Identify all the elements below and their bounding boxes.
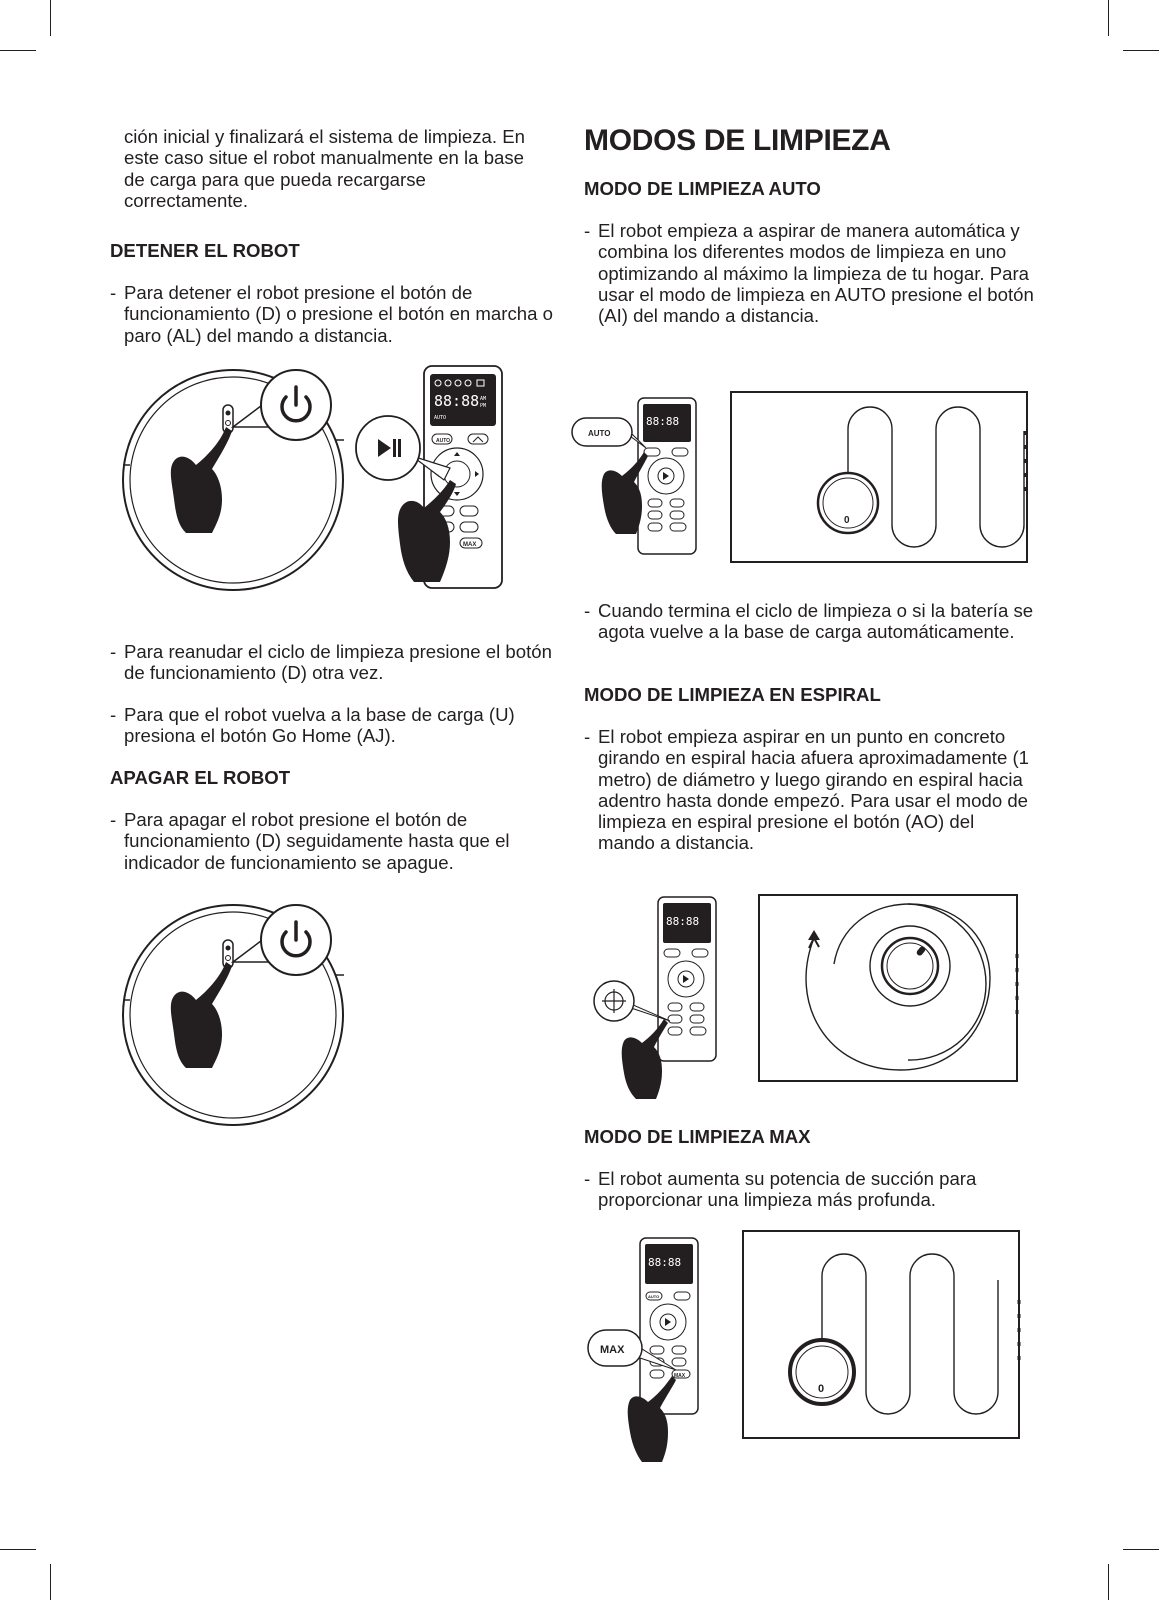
power-off-heading: APAGAR EL ROBOT bbox=[110, 767, 291, 788]
svg-text:MAX: MAX bbox=[463, 542, 477, 548]
bullet-text: El robot aumenta su potencia de succión para proporcionar una limpieza más profunda. bbox=[598, 1168, 977, 1211]
crop-mark bbox=[1108, 0, 1109, 36]
bullet-text: Para reanudar el ciclo de limpieza presione el botón de funcionamiento (D) otra vez. bbox=[124, 641, 552, 684]
svg-text:AUTO: AUTO bbox=[436, 438, 451, 444]
bullet-dash: - bbox=[110, 809, 117, 830]
max-mode-bullet bbox=[584, 1168, 1034, 1211]
max-callout: MAX bbox=[600, 1344, 625, 1356]
svg-text:88:88: 88:88 bbox=[666, 915, 700, 928]
crop-mark bbox=[50, 0, 51, 36]
bullet-text: El robot empieza a aspirar de manera automática y combina los diferentes modos de limpieza en uno optimizando al máximo la limpieza de tu hogar. Para usar el modo de limpieza en AUTO presione el botón (AI) del mando a distancia. bbox=[598, 220, 1034, 327]
stop-robot-bullet bbox=[110, 282, 555, 346]
bullet-text: El robot empieza aspirar en un punto en concreto girando en espiral hacia afuera aproximadamente (1 metro) de diámetro y luego girando en espiral hacia adentro hasta donde empezó. Para usar el modo de limpieza en espiral presione el botón (AO) del mando a distancia. bbox=[598, 726, 1030, 854]
bullet-text: Para apagar el robot presione el botón de funcionamiento (D) seguidamente hasta que el indicador de funcionamiento se apague. bbox=[124, 809, 510, 873]
svg-text:AM: AM bbox=[480, 396, 487, 402]
remote-spiral-illustration bbox=[594, 893, 724, 1103]
bullet-dash: - bbox=[584, 220, 591, 241]
crop-mark bbox=[1108, 1564, 1109, 1600]
bullet-dash: - bbox=[110, 704, 117, 725]
spiral-mode-heading: MODO DE LIMPIEZA EN ESPIRAL bbox=[584, 684, 881, 705]
svg-text:AUTO: AUTO bbox=[648, 1294, 660, 1299]
remote-max-illustration bbox=[594, 1234, 724, 1474]
svg-text:AUTO: AUTO bbox=[434, 415, 447, 421]
robot-mark: 0 bbox=[844, 515, 850, 526]
svg-text:88:88: 88:88 bbox=[646, 415, 680, 428]
auto-callout: AUTO bbox=[588, 429, 611, 438]
crop-mark bbox=[1123, 50, 1159, 51]
auto-return-bullet bbox=[584, 600, 1034, 643]
page-title: MODOS DE LIMPIEZA bbox=[584, 124, 891, 157]
bullet-dash: - bbox=[584, 726, 591, 747]
bullet-text: Para que el robot vuelva a la base de carga (U) presiona el botón Go Home (AJ). bbox=[124, 704, 515, 747]
robot-power-off-illustration bbox=[118, 900, 358, 1140]
bullet-text: Para detener el robot presione el botón de funcionamiento (D) o presione el botón en marcha o paro (AL) del mando a distancia. bbox=[124, 282, 553, 346]
robot-power-button-illustration bbox=[118, 365, 358, 605]
remote-auto-illustration bbox=[580, 392, 710, 574]
crop-mark bbox=[0, 50, 36, 51]
svg-text:0: 0 bbox=[818, 1383, 825, 1395]
bullet-text: Cuando termina el ciclo de limpieza o si la batería se agota vuelve a la base de carga automáticamente. bbox=[598, 600, 1034, 643]
svg-text:88:88: 88:88 bbox=[648, 1256, 682, 1269]
max-mode-heading: MODO DE LIMPIEZA MAX bbox=[584, 1126, 811, 1147]
svg-text:MAX: MAX bbox=[674, 1373, 686, 1379]
stop-robot-heading: DETENER EL ROBOT bbox=[110, 240, 300, 261]
crop-mark bbox=[50, 1564, 51, 1600]
bullet-dash: - bbox=[110, 282, 117, 303]
auto-mode-heading: MODO DE LIMPIEZA AUTO bbox=[584, 178, 821, 199]
auto-cleaning-path-diagram bbox=[730, 391, 1030, 563]
remote-play-pause-illustration bbox=[352, 356, 512, 598]
spiral-mode-bullet bbox=[584, 726, 1034, 854]
power-off-bullet bbox=[110, 809, 555, 873]
spiral-cleaning-path-diagram bbox=[758, 894, 1020, 1084]
bullet-dash: - bbox=[584, 600, 591, 621]
auto-mode-bullet bbox=[584, 220, 1034, 326]
crop-mark bbox=[1123, 1549, 1159, 1550]
go-home-bullet bbox=[110, 704, 555, 747]
continuation-paragraph: ción inicial y finalizará el sistema de limpieza. En este caso situe el robot manualmente en la base de carga para que pueda recargarse correctamente. bbox=[124, 126, 525, 211]
resume-bullet bbox=[110, 641, 555, 684]
remote-display: 88:88 bbox=[434, 392, 480, 410]
max-cleaning-path-diagram bbox=[742, 1230, 1022, 1440]
crop-mark bbox=[0, 1549, 36, 1550]
svg-text:PM: PM bbox=[480, 403, 487, 409]
bullet-dash: - bbox=[110, 641, 117, 662]
bullet-dash: - bbox=[584, 1168, 591, 1189]
